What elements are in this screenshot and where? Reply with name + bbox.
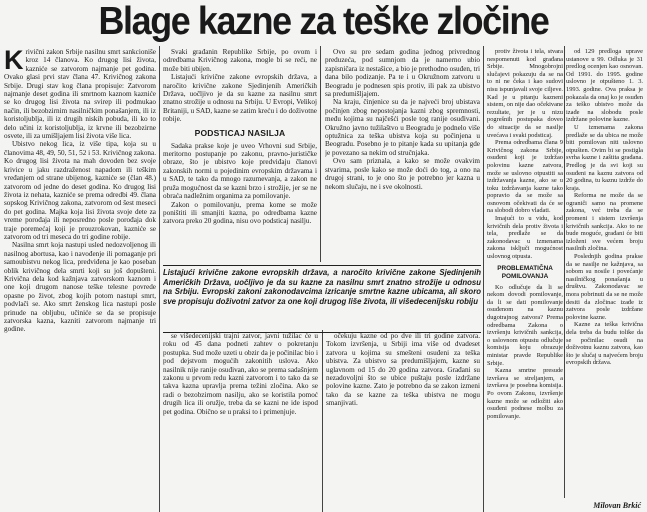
paragraph: se višedecenijski trajni zatvor, javni tužilac će u roku od 45 dana podneti zahtev o pokretanju postupka. Sud može uzeti u obzir da je počinilac bio i pod dejstvom mogućih zakonitih uslova. Ako nasilnik nije ranije osuđivan, ako se prema sadašnjem zakonu u prvom redu kazni zatvorom i to tako da se takva kazna upravlja prema težini zločina. Ako se radi o bezobzirnom nasilju, ako se koristila pomoć drugih lica ili oružje, treba da se kazni ne ide ispod pet godina. Obično se u praksi to i primenjuje. xyxy=(163,332,318,416)
drop-cap: K xyxy=(4,48,24,75)
paragraph: Prema odredbama člana 9 Krivičnog zakona Srbije, osuđeni koji je izdržao polovinu kazne zatvora, može se uslovno otpustiti sa izdržavanja kazne, ako se u toku izdržavanja kazne tako popravio da se može sa osnovom očekivati da će se na slobodi dobro vladati. xyxy=(487,139,563,215)
paragraph: Reforma ne može da se ograniči samo na promene zakona, već treba da se promeni i sistem izvršenja krivičnih sankcija. Ako to ne bude moguće, građani će biti izloženi sve većem broju nasilnih zločina. xyxy=(566,192,643,253)
paragraph: Kazna smrtne presude izvršava se streljanjem, a izvršava je posebna komisija. Po ovom Zakonu, izvršenje kazne može se odložiti ako osuđeni podnese molbu za pomilovanje. xyxy=(487,367,563,420)
paragraph: rivični zakon Srbije nasilnu smrt sankcioniše kroz 14 članova. Ko drugog lisi života, kazniće se zatvorom najmanje pet godina. Ovako glasi prvi stav člana 47. Krivičnog zakona Srbije. Drugi stav kog člana propisuje: Zatvorom najmanje deset godina ili smrtnom kaznom kazniće se ko drugog lisi života na svirep ili podmukao način, ili bezobzirnim nasilničkim ponašanjem, ili iz koristoljublja, ili iz drugih niskih pobuda, ili ko to delo učini iz koristoljublja, iz krvne ili bezobzirne osvete, ili za umišljajem lisi života više lica. xyxy=(4,48,156,141)
byline: Milovan Brkić xyxy=(593,501,641,510)
paragraph: Zakon o pomilovanju, prema kome se može poništiti ili smanjiti kazna, po odredbama kazne zatvora preko 20 godina, nisu ovo podsticaj nasilju. xyxy=(163,200,317,226)
paragraph: Svaki građanin Republike Srbije, po ovom i odredbama Krivičnog zakona, mogle bi se reći, ne može biti ubijen. xyxy=(163,48,317,73)
article-column-3 xyxy=(325,48,480,262)
paragraph: Nasilna smrt koja nastupi usled nedozvoljenog ili nasilnog abortusa, kao i navođenje ili pomaganje pri samoubistvu nekog lica, predviđena je kao poseban oblik krivičnog dela smrti koji su još dopušteni. Krivična dela kod kažnjava zatvorskom kaznom i one koji drugom nanose teške telesne povrede opasne po život, zbog kojih potom nastupi smrt, podvlači se. Ako smrt ženskog lica nastupi posle prinude na obljubu, učiniće se da se propisuje zatvorska kazna, kazniti zatvorom najmanje tri godine. xyxy=(4,241,156,334)
paragraph: Listajući krivične zakone evropskih država, a naročito krivične zakone Sjedinjenih Američkih Država, uočljivo je da su kazne za nasilnu smrt znatno strožije u odnosu na Srbiju. U Evropi, Velikoj Britaniji, u SAD, kazne se zatim kreću i do doživotne robije. xyxy=(163,73,317,124)
paragraph: U izmenama zakona predlaže se da ubica ne može biti pomilovan niti uslovno otpušten. Ovim bi se postigla svrha kazne i zaštita građana. Predlog je da svi koji su osuđeni na kaznu zatvora od 20 godina, tu kaznu izdrže do kraja. xyxy=(566,123,643,192)
paragraph: Ubistvo nekog lica, iz više tipa, koja su u članovima 48, 49, 50, 51, 52 i 53. Krivičnog zakona. Ko drugog lisi života na mah dovoden bez svoje krivice u jaku razdraženost napadom ili teškim vređanjem od strane ubijenog, kazniće se (član 48.) zatvorom od jedne do deset godina. Ko drugog lisi života iz nehata, kazniće se prema odredbi 49. člana sopskog Krivičnog zakona, zatvorom od šest meseci do pet godina. Majka koja lisi života svoje dete za vreme porođaja ili neposredno posle porođaja dok traje poremećaj koji je prouzrokovan, kazniće se zatvorom od tri meseca do tri godine robije. xyxy=(4,140,156,241)
column-rule xyxy=(159,46,160,512)
paragraph: Ovo sam priznala, a kako se može ovakvim stvarima, posle kako se može doći do tog, a ono na drugoj strani, to je ono što je potrebno jer kazna u nekom slučaju, ne i sve okolnosti. xyxy=(325,157,480,191)
column-rule xyxy=(320,46,321,262)
paragraph: Na kraju, činjenice su da je najveći broj ubistava počinjen zbog nepostojanja kazni zbog spremnosti, među kojima su najčešći posle tog ranije osuđivani. Okružno javno tužilaštvo u Beogradu je podnelo više optužnica za teška ubistva koja su počinjena u Beogradu. Posebno je to pitanje kada su upitanja gde je povezano sa nekim od stručnjaka. xyxy=(325,98,480,157)
column-rule xyxy=(564,46,565,498)
headline: Blage kazne za teške zločine xyxy=(98,0,549,43)
paragraph: Imajući to u vidu, kod krivičnih dela protiv života i tela, predlaže se da zakonodavac u izmenama zakona isključi mogućnost uslovnog otpusta. xyxy=(487,215,563,261)
paragraph: Kazne za teška krivična dela treba da budu tolike da se počinilac osudi na doživotnu kaznu zatvora, kao što je slučaj u najvećem broju evropskih država. xyxy=(566,321,643,367)
column-rule xyxy=(483,46,484,512)
article-column-3-lower xyxy=(326,332,480,510)
section-subhead: PODSTICAJ NASILJA xyxy=(194,127,286,138)
paragraph: očekuju kazne od po dve ili tri godine zatvora. Tokom izvršenja, u Srbiji ima više od dvadeset zatvora u kojima su smešteni osuđeni za teška ubistva. Za ubistvo sa predumišljajem, kazne su uglavnom od 15 do 20 godina zatvora. Građani su nezadovoljni što se ubice puštaju posle izdržane polovine kazne. Zato je potrebno da se zakon izmeni tako da se kazne za teška ubistva ne mogu smanjivati. xyxy=(326,332,480,408)
right-column-4 xyxy=(487,48,563,510)
column-rule xyxy=(322,330,323,512)
article-column-1 xyxy=(4,48,156,512)
paragraph: protiv života i tela, stvara nespomenuti kod građana Srbije. Mnogobrojni slučajevi pokazuju da se na to ni ne čeka i kao sudovi nisu ispunjavali svoje ciljeve. Kad je u pitanju kazneni sistem, on nije dao očekivane rezultate, jer je u nizu pogrešnih postupaka doveo do situacije da se nasilje uvećava i svaki podsticaj. xyxy=(487,48,563,139)
article-column-2 xyxy=(163,48,317,262)
paragraph: Ko odlučuje da li se nekom dovodi pomilovanje, da li se dati pomilovanje osuđenom na kaznu dugotrajnog zatvora? Prema odredbama Zakona o izvršenju krivičnih sankcija, o uslovnom otpustu odlučuje komisija koju obrazuje ministar pravde Republike Srbije. xyxy=(487,283,563,367)
section-subhead: PROBLEMATIČNA POMILOVANJA xyxy=(497,264,553,280)
paragraph: od 129 predloga uprave ustanove u 99. Odluka je 31 predlog ocenjen kao osnovan. Od 1991. do 1995. godine uslovno je otpušteno 1. 3. 1993. godine. Ova praksa je pokazala da onaj ko je osuđen za teško ubistvo može da izađe na slobodu posle izdržane polovine kazne. xyxy=(566,48,643,124)
paragraph: Sadaka prakse koje je uveo Vrhovni sud Srbije, meritorno postupanje po zakonu, pravno-jurističke obraze, što je ubistvo koje predviđaju članovi zakonskih normi u pojedinim evropskim državama i u SAD, te tako da mnogo razumevanja, a zakon ne pruža mogućnost da se kazni brzo i strožije, jer se ne obraća nadležnim organima za pomilovanje. xyxy=(163,141,317,201)
paragraph: Ovo su pre sedam godina jednog privrednog preduzeća, pod sumnjom da je namerno ubio zapisničara iz nestašice, a bio je prethodno osuđen, tri dana bilo podizanje. Pa te i u Okružnom zatvoru u Beogradu je podnesen spis protiv, ili pak za ubistvo sa predumišljajem. xyxy=(325,48,480,99)
pull-quote: Listajući krivične zakone evropskih država, a naročito krivične zakone Sjedinjenih Američkih Država, uočljivo je da su kazne za nasilnu smrt znatno strožije u odnosu na Srbiju. Evropski zakoni zakonodavcima izricanje smrtne kazne ubicama, ali skoro sve propisuju doživotni zatvor za one koji drugog liše života, ili višedecenijsku robiju xyxy=(163,265,481,333)
paragraph: Poslednjih godina prakse da se nasilje ne kažnjava, sa sobom su nosile i povećanje nasilničkog ponašanja u društvu. Zakonodavac se mora pobrinuti da se ne može desiti da zločinac izađe iz zatvora posle izdržane polovine kazne. xyxy=(566,253,643,321)
right-column-5 xyxy=(566,48,643,500)
article-column-2-lower xyxy=(163,332,318,510)
